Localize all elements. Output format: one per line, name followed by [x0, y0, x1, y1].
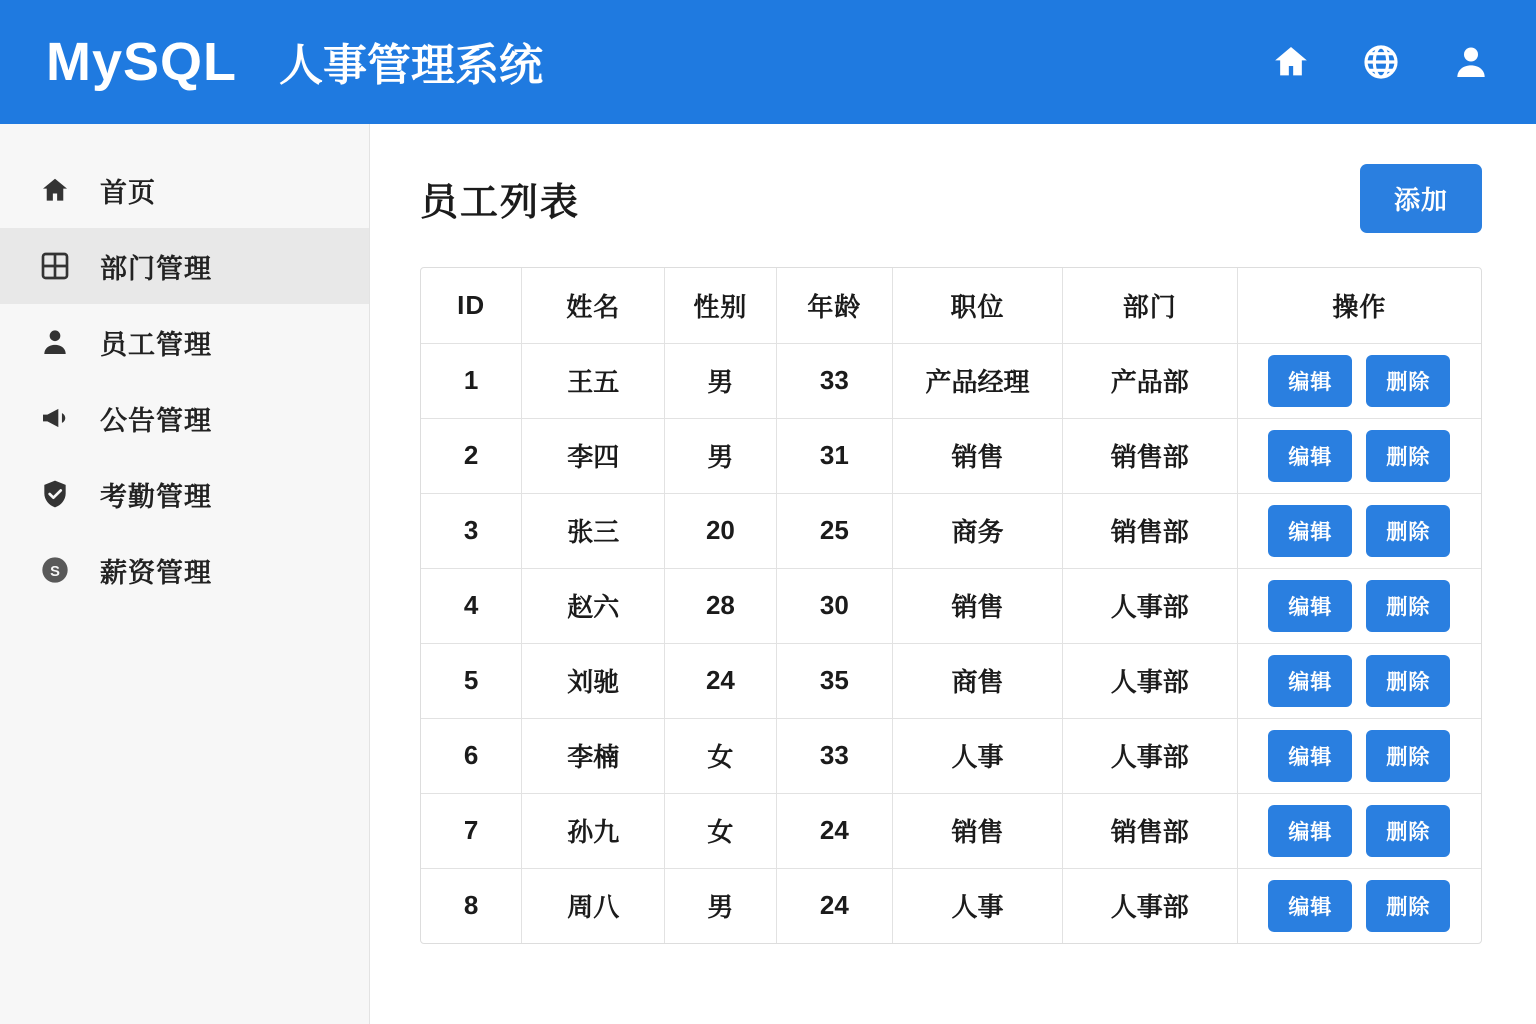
cell-age: 35 [776, 643, 893, 718]
table-row [421, 793, 1481, 868]
table-body [421, 343, 1481, 943]
cell-department: 人事部 [1062, 643, 1237, 718]
column-header-actions: 操作 [1237, 268, 1481, 343]
column-header-gender: 性别 [665, 268, 776, 343]
sidebar [0, 124, 370, 1024]
table-header-row [421, 268, 1481, 343]
edit-button[interactable]: 编辑 [1268, 730, 1352, 782]
cell-position: 销售 [893, 418, 1063, 493]
home-icon [38, 173, 72, 207]
employee-table [421, 268, 1481, 943]
cell-name: 王五 [522, 343, 665, 418]
delete-button[interactable]: 删除 [1366, 655, 1450, 707]
row-action-group [1242, 880, 1477, 932]
table-row [421, 643, 1481, 718]
top-bar-icons [1270, 41, 1492, 83]
cell-position: 人事 [893, 718, 1063, 793]
cell-age: 33 [776, 718, 893, 793]
sidebar-item-department[interactable] [0, 228, 369, 304]
row-action-group [1242, 505, 1477, 557]
row-action-group [1242, 730, 1477, 782]
table-row [421, 343, 1481, 418]
cell-actions [1237, 418, 1481, 493]
cell-name: 赵六 [522, 568, 665, 643]
brand [46, 32, 544, 92]
cell-age: 31 [776, 418, 893, 493]
cell-position: 销售 [893, 568, 1063, 643]
brand-title-text: 人事管理系统 [279, 41, 544, 90]
column-header-age: 年龄 [776, 268, 893, 343]
edit-button[interactable]: 编辑 [1268, 505, 1352, 557]
delete-button[interactable]: 删除 [1366, 730, 1450, 782]
svg-text:S: S [50, 564, 60, 580]
row-action-group [1242, 655, 1477, 707]
cell-name: 李楠 [522, 718, 665, 793]
salary-circle-icon [38, 553, 72, 587]
row-action-group [1242, 580, 1477, 632]
table-row [421, 868, 1481, 943]
cell-name: 李四 [522, 418, 665, 493]
delete-button[interactable]: 删除 [1366, 880, 1450, 932]
user-icon [38, 325, 72, 359]
edit-button[interactable]: 编辑 [1268, 880, 1352, 932]
edit-button[interactable]: 编辑 [1268, 655, 1352, 707]
cell-department: 人事部 [1062, 718, 1237, 793]
cell-id: 7 [421, 793, 522, 868]
cell-department: 销售部 [1062, 418, 1237, 493]
body [0, 124, 1536, 1024]
edit-button[interactable]: 编辑 [1268, 580, 1352, 632]
page-title: 员工列表 [420, 182, 581, 224]
grid-icon [38, 249, 72, 283]
delete-button[interactable]: 删除 [1366, 805, 1450, 857]
cell-department: 产品部 [1062, 343, 1237, 418]
brand-mysql-text: MySQL [46, 32, 238, 92]
cell-gender: 28 [665, 568, 776, 643]
top-bar [0, 0, 1536, 124]
cell-name: 周八 [522, 868, 665, 943]
user-icon[interactable] [1450, 41, 1492, 83]
delete-button[interactable]: 删除 [1366, 355, 1450, 407]
cell-id: 3 [421, 493, 522, 568]
cell-actions [1237, 343, 1481, 418]
cell-name: 张三 [522, 493, 665, 568]
sidebar-item-label: 薪资管理 [100, 557, 212, 588]
cell-department: 人事部 [1062, 868, 1237, 943]
cell-gender: 24 [665, 643, 776, 718]
row-action-group [1242, 430, 1477, 482]
sidebar-item-home[interactable] [0, 152, 369, 228]
table-row [421, 568, 1481, 643]
home-icon[interactable] [1270, 41, 1312, 83]
column-header-id: ID [421, 268, 522, 343]
cell-name: 孙九 [522, 793, 665, 868]
table-row [421, 718, 1481, 793]
table-row [421, 493, 1481, 568]
cell-actions [1237, 793, 1481, 868]
megaphone-icon [38, 401, 72, 435]
cell-id: 8 [421, 868, 522, 943]
sidebar-item-label: 员工管理 [100, 329, 212, 360]
employee-table-wrapper [420, 267, 1482, 944]
cell-age: 25 [776, 493, 893, 568]
cell-name: 刘驰 [522, 643, 665, 718]
sidebar-item-attendance[interactable] [0, 456, 369, 532]
delete-button[interactable]: 删除 [1366, 580, 1450, 632]
cell-age: 24 [776, 868, 893, 943]
cell-department: 销售部 [1062, 793, 1237, 868]
table-row [421, 418, 1481, 493]
column-header-name: 姓名 [522, 268, 665, 343]
cell-id: 6 [421, 718, 522, 793]
cell-actions [1237, 718, 1481, 793]
cell-actions [1237, 643, 1481, 718]
cell-actions [1237, 493, 1481, 568]
sidebar-item-label: 首页 [100, 177, 156, 208]
cell-position: 商务 [893, 493, 1063, 568]
sidebar-item-employee[interactable] [0, 304, 369, 380]
delete-button[interactable]: 删除 [1366, 430, 1450, 482]
sidebar-item-salary[interactable] [0, 532, 369, 608]
row-action-group [1242, 355, 1477, 407]
cell-position: 销售 [893, 793, 1063, 868]
table-head [421, 268, 1481, 343]
sidebar-item-announcement[interactable] [0, 380, 369, 456]
edit-button[interactable]: 编辑 [1268, 805, 1352, 857]
cell-id: 5 [421, 643, 522, 718]
sidebar-item-label: 考勤管理 [100, 481, 212, 512]
add-button[interactable]: 添加 [1360, 164, 1482, 233]
cell-department: 销售部 [1062, 493, 1237, 568]
cell-position: 商售 [893, 643, 1063, 718]
cell-actions [1237, 568, 1481, 643]
cell-id: 1 [421, 343, 522, 418]
cell-gender: 女 [665, 718, 776, 793]
main-content [370, 124, 1536, 1024]
edit-button[interactable]: 编辑 [1268, 430, 1352, 482]
cell-gender: 男 [665, 418, 776, 493]
cell-gender: 女 [665, 793, 776, 868]
cell-id: 2 [421, 418, 522, 493]
delete-button[interactable]: 删除 [1366, 505, 1450, 557]
sidebar-item-label: 部门管理 [100, 253, 212, 284]
cell-age: 24 [776, 793, 893, 868]
row-action-group [1242, 805, 1477, 857]
sidebar-item-label: 公告管理 [100, 405, 212, 436]
cell-id: 4 [421, 568, 522, 643]
cell-gender: 男 [665, 343, 776, 418]
edit-button[interactable]: 编辑 [1268, 355, 1352, 407]
cell-age: 30 [776, 568, 893, 643]
column-header-department: 部门 [1062, 268, 1237, 343]
cell-department: 人事部 [1062, 568, 1237, 643]
cell-actions [1237, 868, 1481, 943]
globe-icon[interactable] [1360, 41, 1402, 83]
column-header-position: 职位 [893, 268, 1063, 343]
cell-gender: 男 [665, 868, 776, 943]
main-header [420, 164, 1482, 233]
cell-gender: 20 [665, 493, 776, 568]
cell-position: 人事 [893, 868, 1063, 943]
check-shield-icon [38, 477, 72, 511]
cell-position: 产品经理 [893, 343, 1063, 418]
cell-age: 33 [776, 343, 893, 418]
